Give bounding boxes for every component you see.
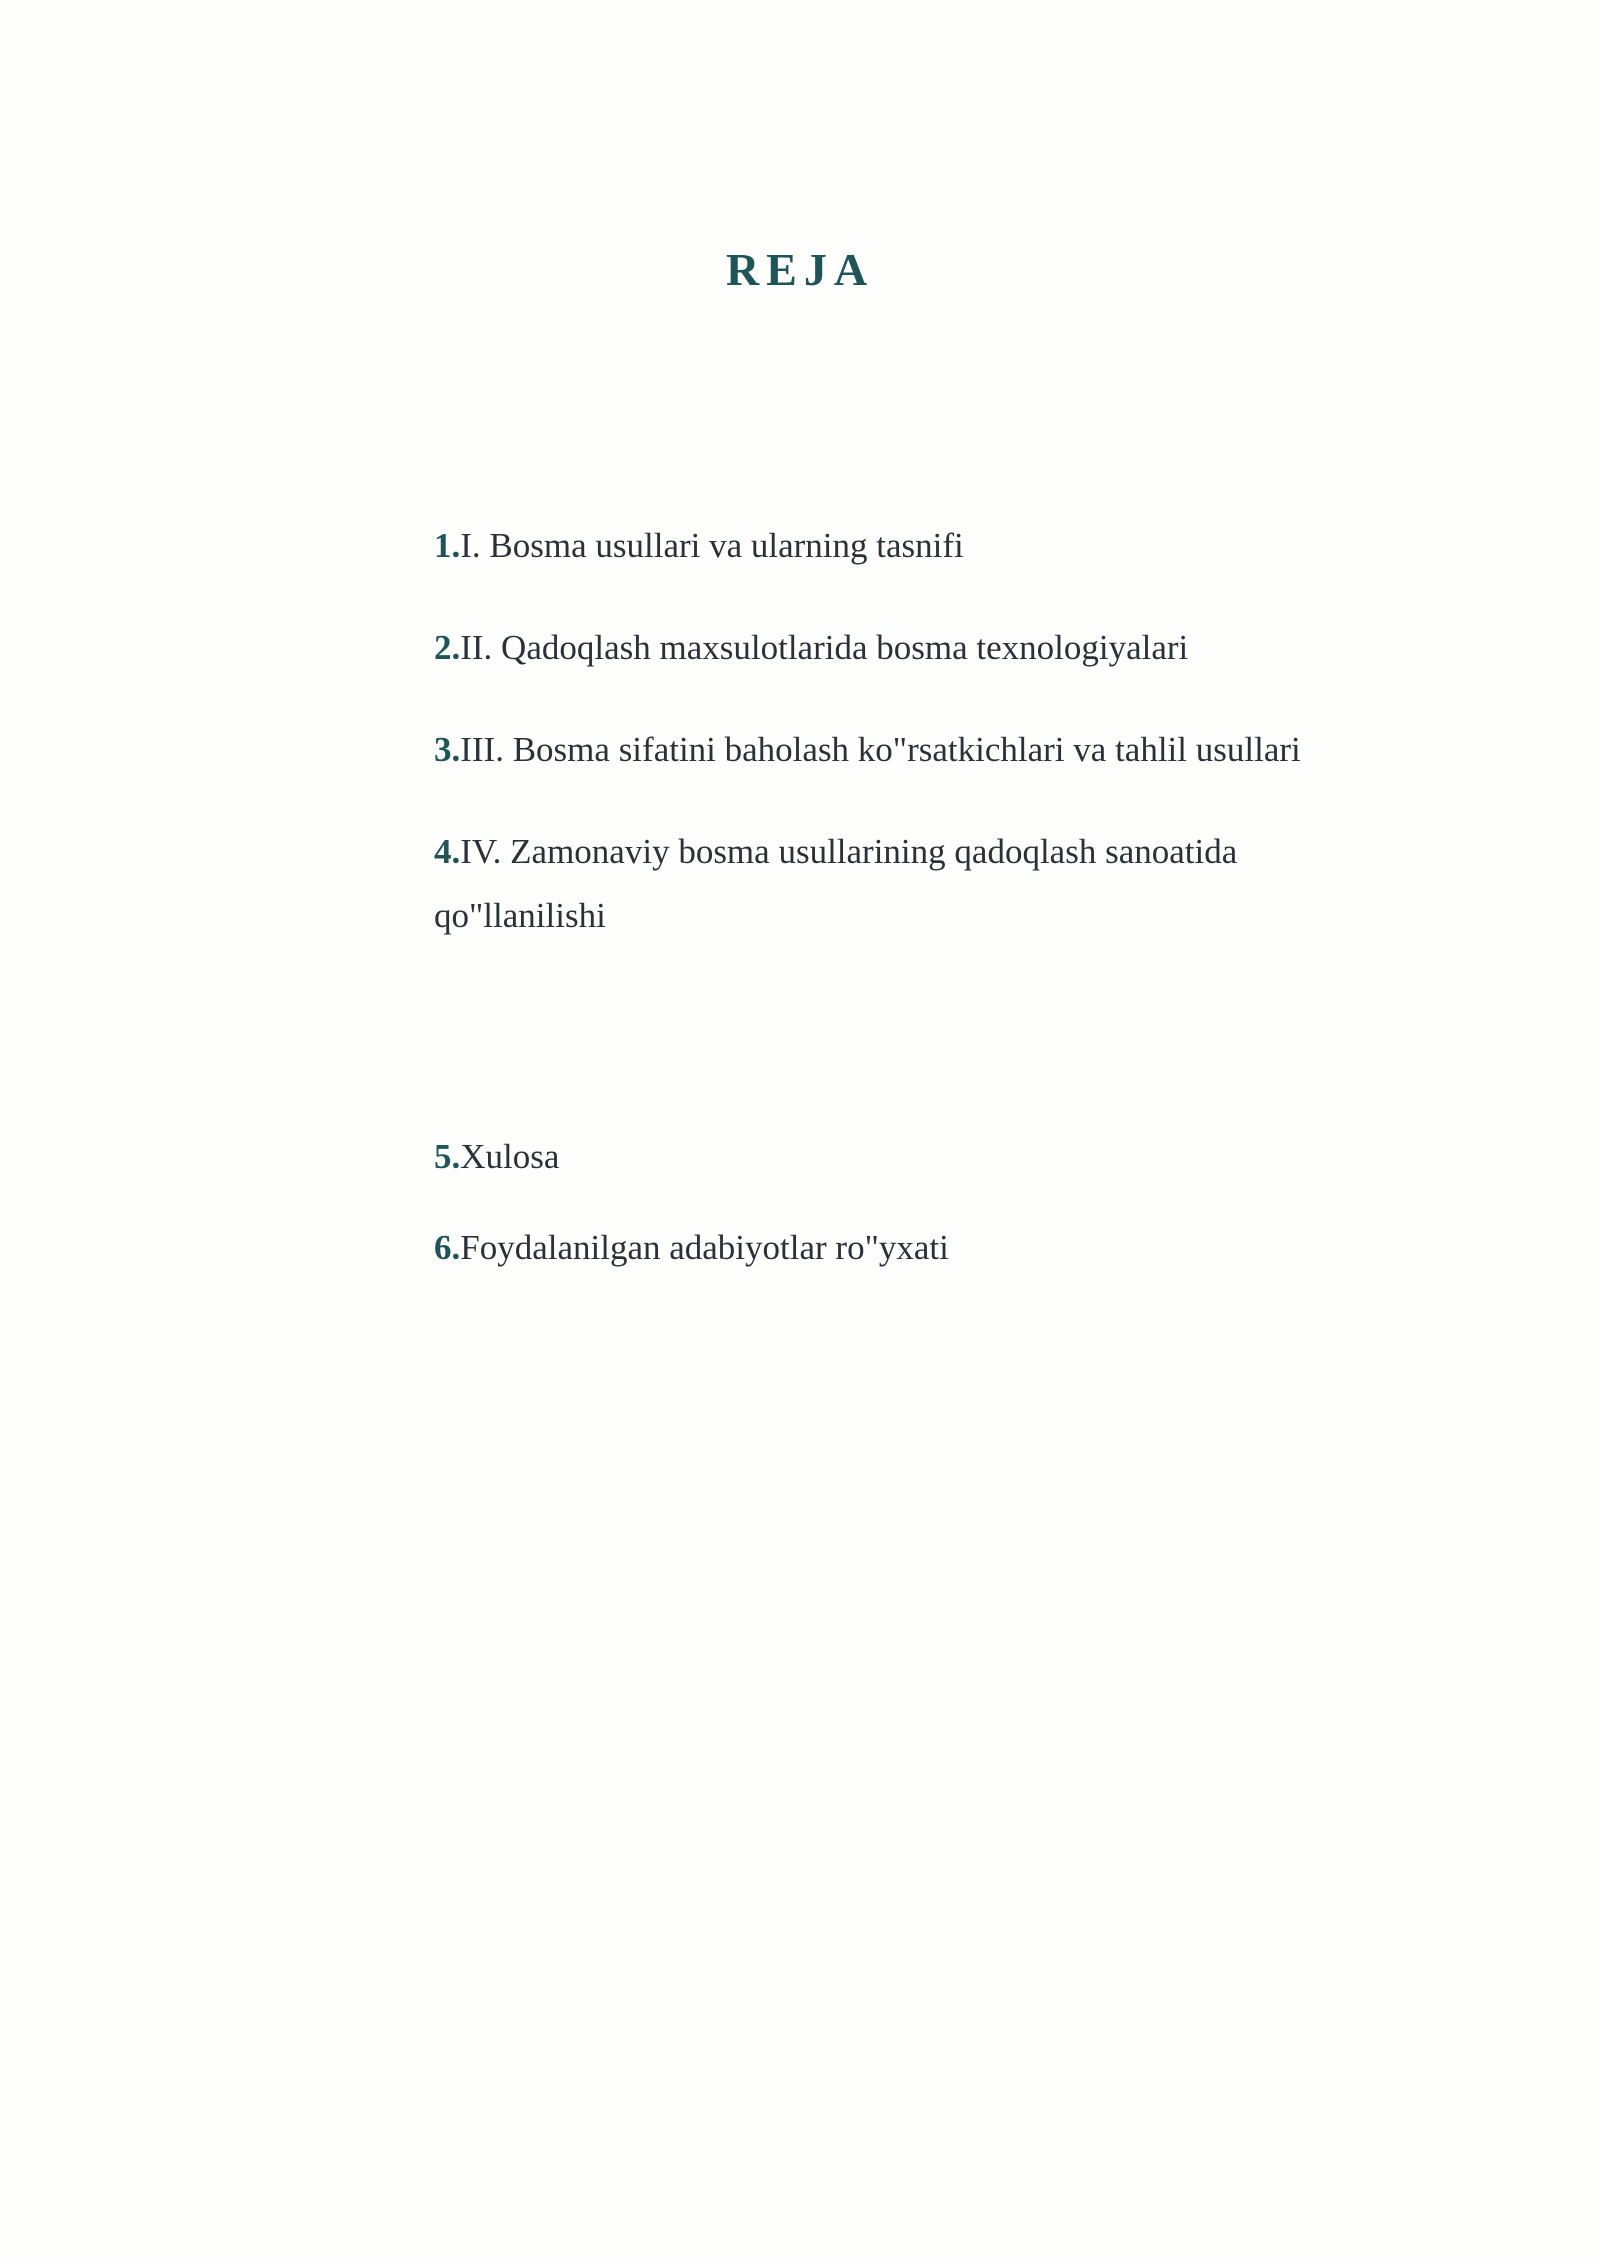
item-text: II. Qadoqlash maxsulotlarida bosma texnologiyalari bbox=[460, 628, 1189, 667]
item-text: III. Bosma sifatini baholash ko"rsatkichlari va tahlil usullari bbox=[460, 730, 1301, 769]
page-title: REJA bbox=[725, 244, 875, 295]
list-item bbox=[434, 514, 1414, 578]
list-item bbox=[434, 820, 1334, 948]
item-number: 2. bbox=[434, 628, 461, 667]
list-item bbox=[434, 616, 1414, 680]
item-text: Foydalanilgan adabiyotlar ro"yxati bbox=[460, 1228, 949, 1267]
item-text: Xulosa bbox=[460, 1137, 560, 1176]
list-item bbox=[434, 1216, 1414, 1280]
item-number: 5. bbox=[434, 1137, 461, 1176]
item-number: 1. bbox=[434, 526, 461, 565]
list-item bbox=[434, 718, 1414, 782]
item-number: 6. bbox=[434, 1228, 461, 1267]
item-text: IV. Zamonaviy bosma usullarining qadoqlash sanoatida qo"llanilishi bbox=[434, 832, 1238, 935]
item-number: 4. bbox=[434, 832, 461, 871]
list-item bbox=[434, 1125, 1414, 1189]
item-text: I. Bosma usullari va ularning tasnifi bbox=[460, 526, 964, 565]
item-number: 3. bbox=[434, 730, 461, 769]
